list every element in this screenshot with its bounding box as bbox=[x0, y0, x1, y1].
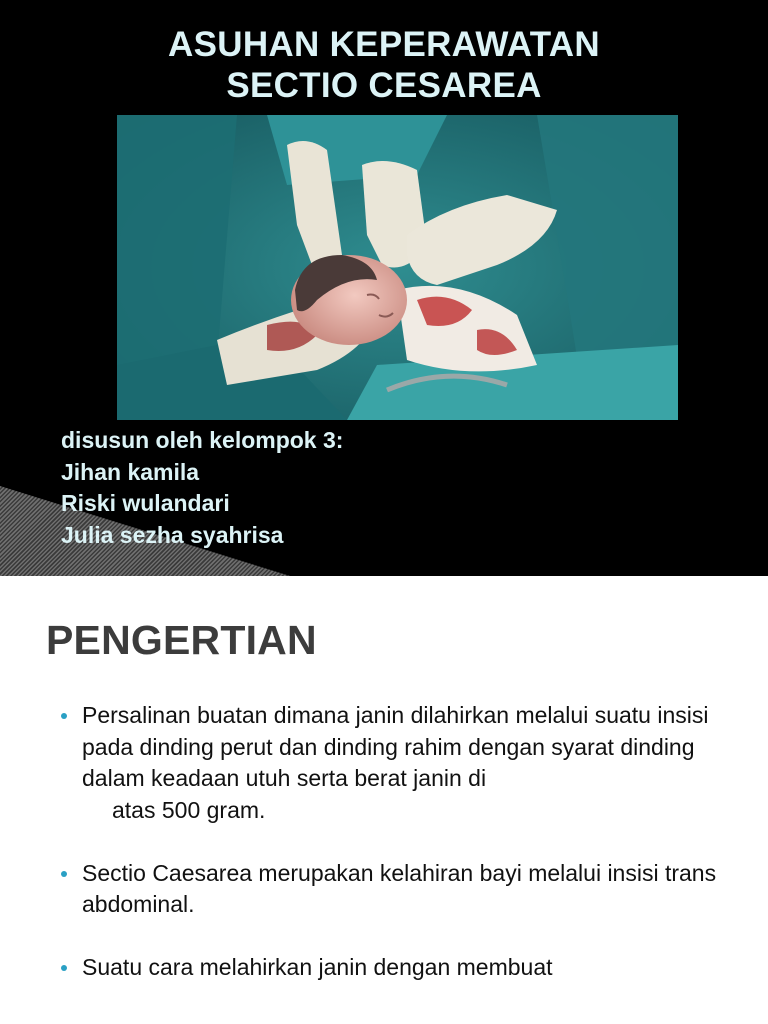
surgical-birth-photo bbox=[117, 115, 678, 420]
bullet-item bbox=[60, 700, 720, 826]
bullet-text: Persalinan buatan dimana janin dilahirkan melalui suatu insisi pada dinding perut dan dinding rahim dengan syarat dinding dalam keadaan utuh serta berat janin di bbox=[82, 702, 709, 791]
credits-author: Julia sezha syahrisa bbox=[61, 521, 284, 548]
bullet-dot-icon bbox=[61, 871, 67, 877]
bullet-item bbox=[60, 858, 720, 921]
bullet-text: Sectio Caesarea merupakan kelahiran bayi melalui insisi trans abdominal. bbox=[82, 859, 717, 917]
credits-line: disusun oleh kelompok 3: bbox=[61, 427, 344, 453]
slide-heading: PENGERTIAN bbox=[46, 617, 317, 663]
bullet-dot-icon bbox=[61, 965, 67, 971]
bullet-item bbox=[60, 952, 720, 984]
slide-title-line-1: ASUHAN KEPERAWATAN bbox=[168, 25, 600, 64]
author-credits bbox=[61, 425, 343, 551]
bullet-dot-icon bbox=[61, 713, 67, 719]
bullet-continuation: atas 500 gram. bbox=[112, 796, 266, 823]
slide-title-line-2: SECTIO CESAREA bbox=[226, 66, 542, 105]
credits-author: Jihan kamila bbox=[61, 458, 200, 485]
bullet-text: Suatu cara melahirkan janin dengan membuat bbox=[82, 954, 553, 980]
bullet-list bbox=[60, 700, 720, 1015]
credits-author: Riski wulandari bbox=[61, 490, 230, 516]
photo-illustration bbox=[117, 115, 678, 420]
definition-slide bbox=[0, 576, 768, 1024]
slide-title bbox=[0, 24, 768, 106]
